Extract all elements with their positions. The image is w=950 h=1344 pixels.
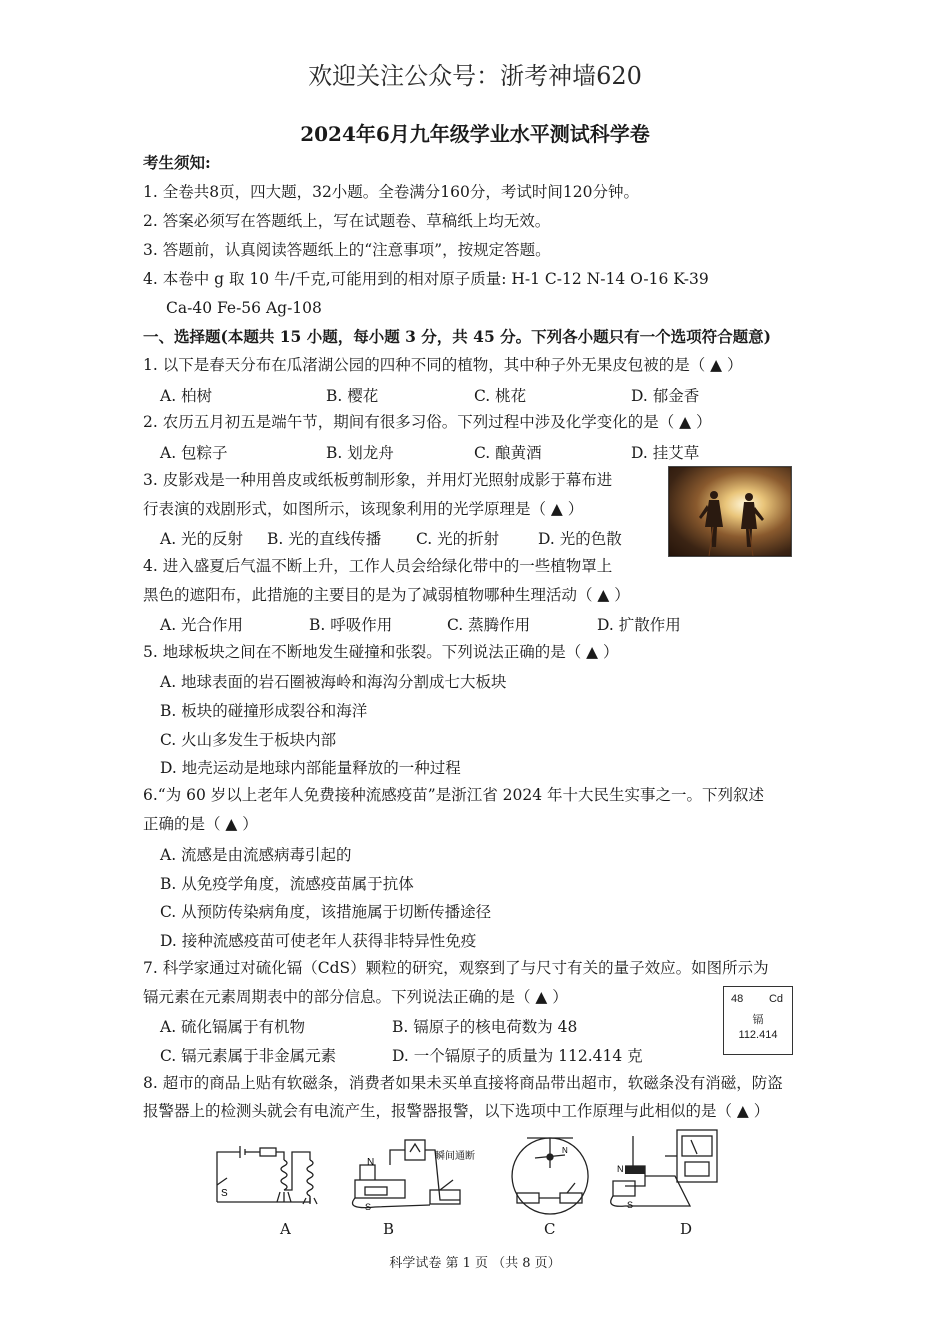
option-d: D. 郁金香 (631, 387, 700, 405)
option-a: A. 地球表面的岩石圈被海岭和海沟分割成七大板块 (160, 673, 507, 691)
notice-item: 2. 答案必须写在答题纸上，写在试题卷、草稿纸上均无效。 (143, 212, 551, 230)
question-stem: 4. 进入盛夏后气温不断上升，工作人员会给绿化带中的一些植物罩上 (143, 557, 613, 575)
diagram-c-compass-wire (505, 1133, 595, 1213)
question-stem: 报警器上的检测头就会有电流产生，报警器报警，以下选项中工作原理与此相似的是（ ▲ ） (143, 1102, 770, 1120)
option-c: C. 镉元素属于非金属元素 (160, 1047, 337, 1065)
notice-item: Ca-40 Fe-56 Ag-108 (166, 299, 322, 317)
notice-item: 3. 答题前，认真阅读答题纸上的“注意事项”，按规定答题。 (143, 241, 551, 259)
diagram-label: C (544, 1220, 556, 1238)
option-b: B. 镉原子的核电荷数为 48 (392, 1018, 578, 1036)
question-stem: 6.“为 60 岁以上老年人免费接种流感疫苗”是浙江省 2024 年十大民生实事之一。下列叙述 (143, 786, 765, 804)
question-stem: 8. 超市的商品上贴有软磁条，消费者如果未买单直接将商品带出超市，软磁条没有消磁，防盗 (143, 1074, 783, 1092)
diagram-b-magnet-coil-galvanometer (345, 1135, 475, 1215)
option-c: C. 光的折射 (416, 530, 500, 548)
option-a: A. 柏树 (160, 387, 213, 405)
option-d: D. 挂艾草 (631, 444, 700, 462)
diagram-d-magnet-conductor-ammeter (605, 1126, 740, 1216)
option-b: B. 光的直线传播 (267, 530, 382, 548)
question-stem: 黑色的遮阳布，此措施的主要目的是为了减弱植物哪种生理活动（ ▲ ） (143, 586, 630, 604)
diagram-b-n-label: N (367, 1157, 375, 1168)
question-stem: 正确的是（ ▲ ） (143, 815, 258, 833)
option-b: B. 板块的碰撞形成裂谷和海洋 (160, 702, 368, 720)
option-d: D. 一个镉原子的质量为 112.414 克 (392, 1047, 643, 1065)
watermark-banner: 欢迎关注公众号：浙考神墙620 (308, 62, 642, 90)
option-b: B. 呼吸作用 (309, 616, 393, 634)
diagram-label: B (383, 1220, 395, 1238)
shadow-puppet-photo (668, 466, 792, 557)
option-b: B. 樱花 (326, 387, 379, 405)
question-stem: 7. 科学家通过对硫化镉（CdS）颗粒的研究，观察到了与尺寸有关的量子效应。如图所示为 (143, 959, 769, 977)
option-d: D. 地壳运动是地球内部能量释放的一种过程 (160, 759, 461, 777)
diagram-b-s-label: S (365, 1202, 372, 1212)
notice-item: 4. 本卷中 g 取 10 牛/千克,可能用到的相对原子质量: H-1 C-12 N-14 O-16 K-39 (143, 270, 709, 288)
notice-heading: 考生须知: (143, 153, 211, 172)
question-stem: 3. 皮影戏是一种用兽皮或纸板剪制形象，并用灯光照射成影于幕布进 (143, 471, 613, 489)
option-d: D. 光的色散 (538, 530, 622, 548)
question-stem: 1. 以下是春天分布在瓜渚湖公园的四种不同的植物，其中种子外无果皮包被的是（ ▲ ） (143, 356, 743, 374)
option-c: C. 从预防传染病角度，该措施属于切断传播途径 (160, 903, 492, 921)
diagram-label: A (280, 1220, 291, 1238)
question-stem: 2. 农历五月初五是端午节，期间有很多习俗。下列过程中涉及化学变化的是（ ▲ ） (143, 413, 712, 431)
option-c: C. 酿黄酒 (474, 444, 542, 462)
page-title: 2024年6月九年级学业水平测试科学卷 (300, 122, 650, 146)
question-stem: 镉元素在元素周期表中的部分信息。下列说法正确的是（ ▲ ） (143, 988, 568, 1006)
option-b: B. 从免疫学角度，流感疫苗属于抗体 (160, 875, 414, 893)
element-name: 镉 (752, 1013, 764, 1026)
question-stem: 5. 地球板块之间在不断地发生碰撞和张裂。下列说法正确的是（ ▲ ） (143, 643, 619, 661)
atomic-number: 48 (731, 993, 744, 1005)
element-symbol: Cd (768, 993, 783, 1005)
question-stem: 行表演的戏剧形式，如图所示，该现象利用的光学原理是（ ▲ ） (143, 500, 584, 518)
diagram-a-s-label: S (221, 1188, 228, 1199)
option-c: C. 火山多发生于板块内部 (160, 731, 337, 749)
diagram-label: D (680, 1220, 693, 1238)
option-c: C. 桃花 (474, 387, 527, 405)
option-a: A. 光合作用 (160, 616, 244, 634)
option-a: A. 硫化镉属于有机物 (160, 1018, 306, 1036)
option-d: D. 扩散作用 (597, 616, 681, 634)
option-b: B. 划龙舟 (326, 444, 394, 462)
diagram-a-electromagnet-circuit (212, 1140, 332, 1210)
option-c: C. 蒸腾作用 (447, 616, 531, 634)
diagram-d-n-label: N (617, 1164, 624, 1174)
notice-item: 1. 全卷共8页，四大题，32小题。全卷满分160分，考试时间120分钟。 (143, 183, 639, 201)
periodic-table-cell (723, 986, 793, 1055)
option-a: A. 光的反射 (160, 530, 244, 548)
option-a: A. 流感是由流感病毒引起的 (160, 846, 352, 864)
diagram-b-instant-label: 瞬间通断 (435, 1151, 475, 1162)
page-footer: 科学试卷 第 1 页 （共 8 页） (389, 1256, 561, 1271)
diagram-d-s-label: S (627, 1200, 634, 1210)
atomic-mass: 112.414 (738, 1029, 778, 1041)
option-d: D. 接种流感疫苗可使老年人获得非特异性免疫 (160, 932, 477, 950)
diagram-c-n-label: N (562, 1146, 568, 1155)
option-a: A. 包粽子 (160, 444, 228, 462)
section-heading: 一、选择题(本题共 15 小题，每小题 3 分，共 45 分。下列各小题只有一个选项符合题意) (143, 327, 771, 346)
